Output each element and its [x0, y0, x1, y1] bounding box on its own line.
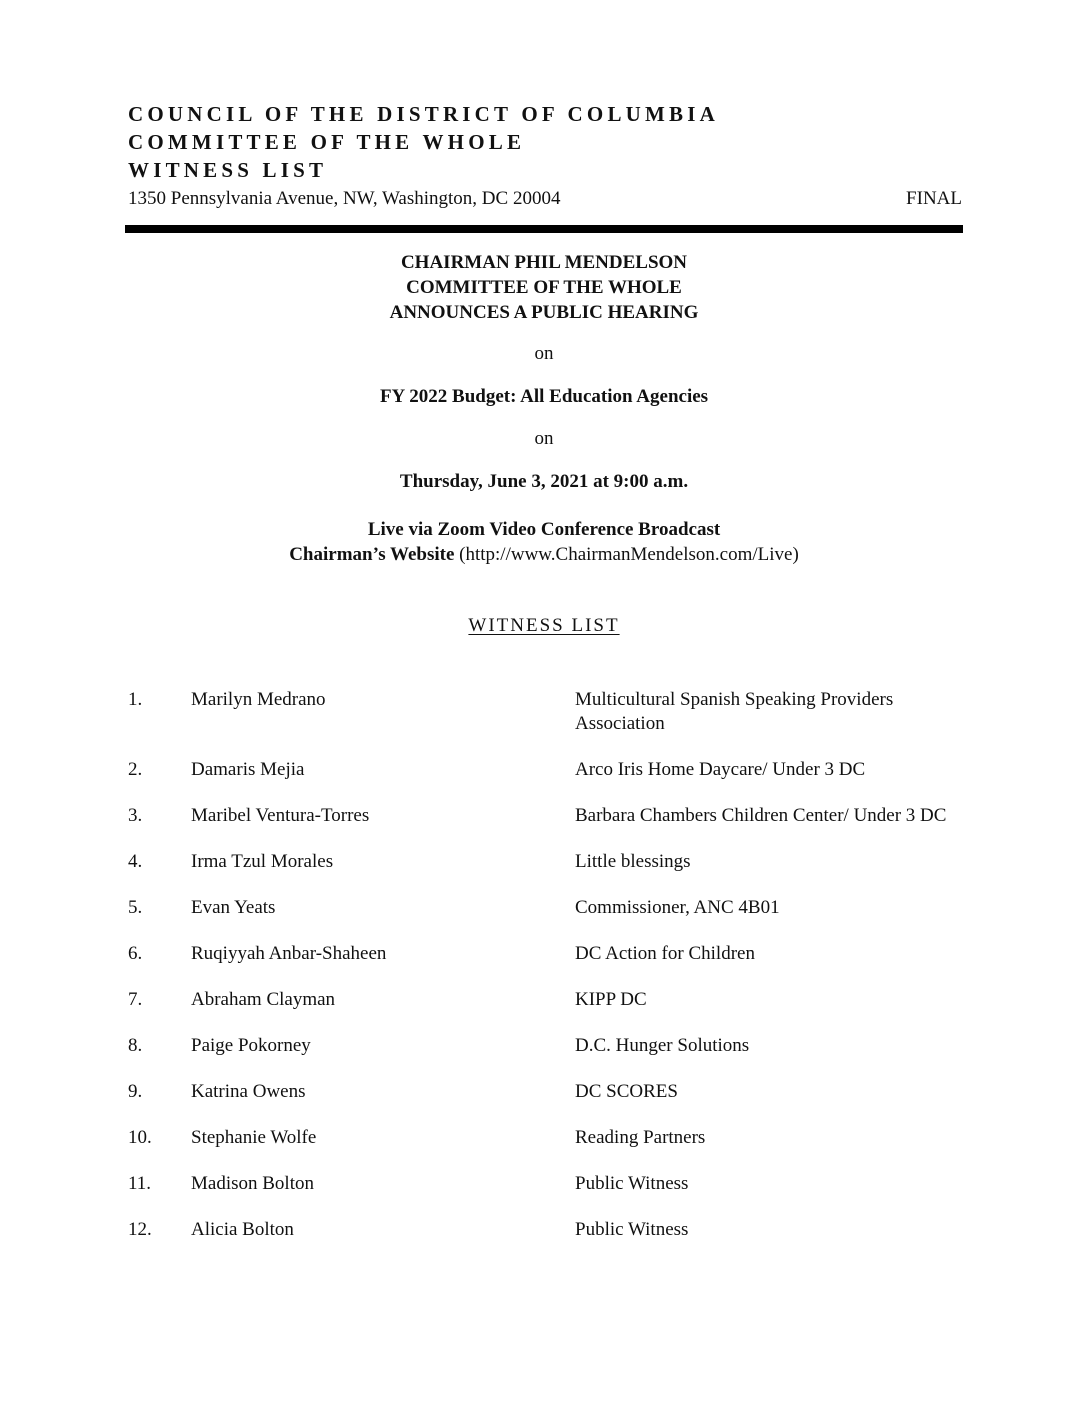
witness-row [128, 942, 968, 966]
witness-name: Damaris Mejia [191, 759, 305, 780]
witness-name: Madison Bolton [191, 1173, 314, 1194]
letterhead-committee: COMMITTEE OF THE WHOLE [128, 130, 526, 154]
on-text-1: on [534, 343, 554, 364]
witness-number: 9. [128, 1081, 143, 1102]
witness-number: 8. [128, 1035, 143, 1056]
witness-row [128, 804, 968, 828]
witness-number: 11. [128, 1173, 152, 1194]
witness-name: Abraham Clayman [191, 989, 336, 1010]
witness-name: Katrina Owens [191, 1081, 306, 1102]
witness-name: Alicia Bolton [191, 1219, 294, 1240]
chairman-line: CHAIRMAN PHIL MENDELSON [400, 252, 688, 273]
witness-organization: Public Witness [575, 1219, 689, 1240]
witness-organization: Commissioner, ANC 4B01 [575, 897, 780, 918]
witness-number: 6. [128, 943, 143, 964]
letterhead [128, 100, 962, 212]
address-row [128, 186, 962, 212]
witness-name: Maribel Ventura-Torres [191, 805, 370, 826]
witness-name: Evan Yeats [191, 897, 276, 918]
witness-number: 1. [128, 689, 143, 710]
witness-row [128, 988, 968, 1012]
witness-row [128, 1034, 968, 1058]
website-url[interactable]: (http://www.ChairmanMendelson.com/Live) [459, 544, 799, 565]
witness-row [128, 758, 968, 782]
status-label: FINAL [906, 188, 962, 209]
witness-organization: Public Witness [575, 1173, 689, 1194]
website-line [0, 542, 1088, 567]
letterhead-witness-list: WITNESS LIST [128, 158, 328, 182]
announcement-heading [0, 250, 1088, 325]
witness-number: 5. [128, 897, 143, 918]
witness-number: 4. [128, 851, 143, 872]
witness-organization: Multicultural Spanish Speaking Providers Association [575, 689, 894, 734]
witness-organization: KIPP DC [575, 989, 647, 1010]
witness-organization: Little blessings [575, 851, 691, 872]
venue-line: Live via Zoom Video Conference Broadcast [367, 519, 721, 540]
witness-organization: DC Action for Children [575, 943, 755, 964]
website-label: Chairman’s Website [289, 544, 455, 565]
witness-row [128, 896, 968, 920]
witness-name: Marilyn Medrano [191, 689, 326, 710]
hearing-subject: FY 2022 Budget: All Education Agencies [379, 386, 709, 407]
witness-name: Stephanie Wolfe [191, 1127, 317, 1148]
witness-number: 7. [128, 989, 143, 1010]
witness-number: 12. [128, 1219, 152, 1240]
on-text-2: on [534, 428, 554, 449]
address: 1350 Pennsylvania Avenue, NW, Washington, DC 20004 [128, 188, 561, 209]
witness-number: 2. [128, 759, 143, 780]
witness-number: 3. [128, 805, 143, 826]
witness-organization: Reading Partners [575, 1127, 706, 1148]
witness-number: 10. [128, 1127, 152, 1148]
witness-organization: Arco Iris Home Daycare/ Under 3 DC [575, 759, 866, 780]
witness-name: Ruqiyyah Anbar-Shaheen [191, 943, 387, 964]
announces-line: ANNOUNCES A PUBLIC HEARING [389, 302, 699, 323]
witness-organization: Barbara Chambers Children Center/ Under 3 DC [575, 805, 947, 826]
witness-row [128, 1126, 968, 1150]
witness-organization: DC SCORES [575, 1081, 678, 1102]
witness-list-heading: WITNESS LIST [468, 615, 620, 636]
committee-line: COMMITTEE OF THE WHOLE [406, 277, 682, 298]
letterhead-council: COUNCIL OF THE DISTRICT OF COLUMBIA [128, 102, 719, 126]
witness-name: Irma Tzul Morales [191, 851, 334, 872]
witness-name: Paige Pokorney [191, 1035, 311, 1056]
venue-block [0, 517, 1088, 567]
header-divider [125, 225, 963, 233]
witness-list [128, 688, 968, 1264]
witness-row [128, 1080, 968, 1104]
witness-organization: D.C. Hunger Solutions [575, 1035, 750, 1056]
witness-row [128, 850, 968, 874]
witness-row [128, 1218, 968, 1242]
witness-row [128, 688, 968, 736]
hearing-datetime: Thursday, June 3, 2021 at 9:00 a.m. [399, 471, 689, 492]
witness-row [128, 1172, 968, 1196]
